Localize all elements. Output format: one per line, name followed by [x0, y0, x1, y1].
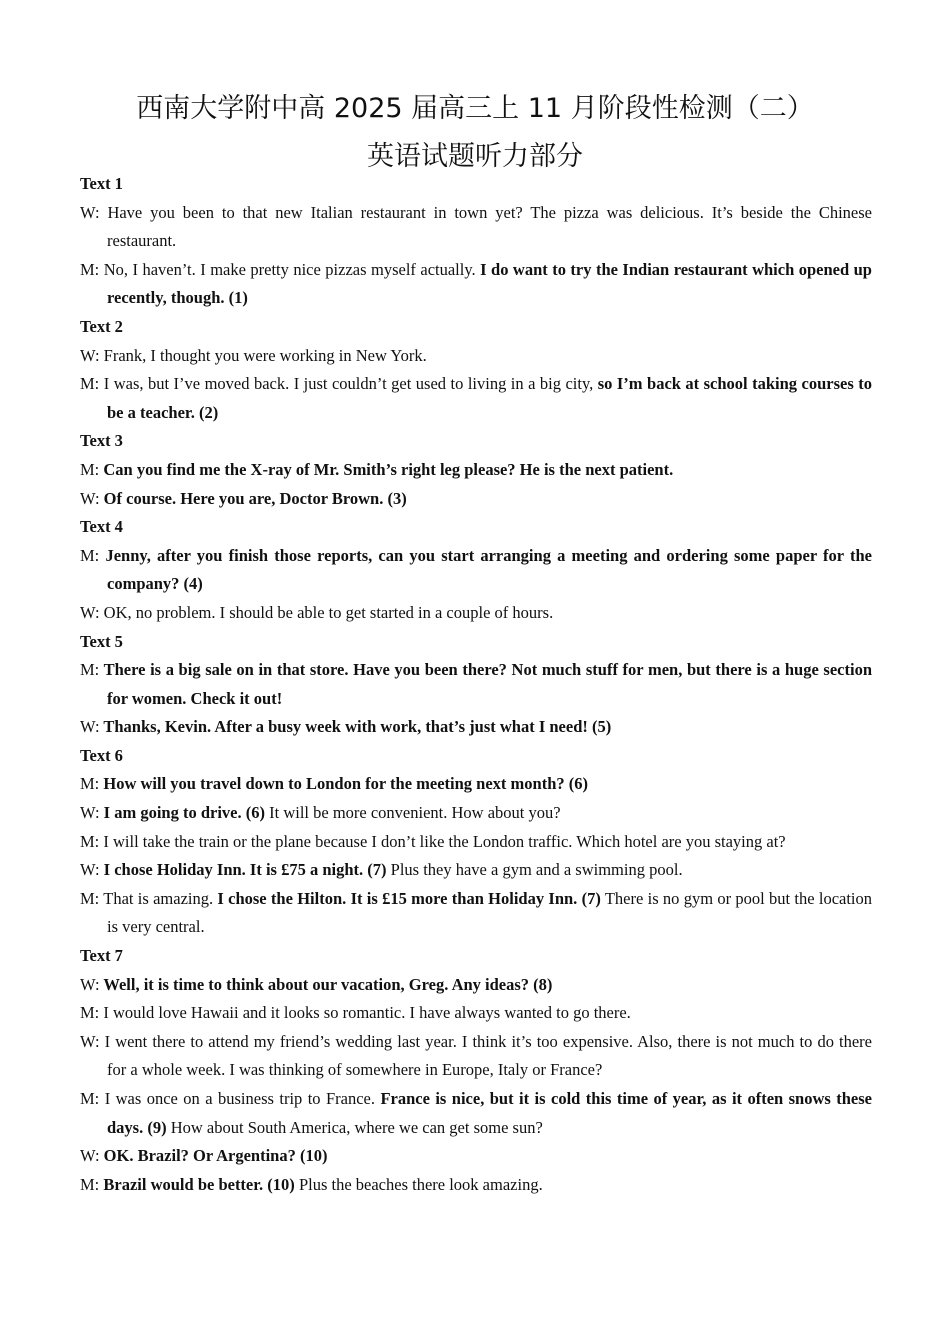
dialogue-line [80, 370, 872, 427]
dialogue-line [80, 713, 872, 742]
transcript-section [80, 427, 872, 513]
section-heading: Text 4 [80, 517, 123, 537]
speaker-label: M: [80, 374, 100, 394]
dialogue-line [80, 1085, 872, 1142]
dialogue-line [80, 770, 872, 799]
transcript-section [80, 313, 872, 427]
speaker-label: W: [80, 860, 100, 880]
answer-key-text: I do want to try the Indian restaurant which opened up recently, though. (1) [107, 259, 872, 308]
dialogue-line [80, 1028, 872, 1085]
dialogue-text: I was, but I’ve moved back. I just couldn’t get used to living in a big city, [99, 374, 598, 394]
dialogue-text: OK, no problem. I should be able to get started in a couple of hours. [99, 602, 554, 622]
speaker-label: M: [80, 459, 100, 479]
answer-key-text: Well, it is time to think about our vacation, Greg. Any ideas? (8) [99, 974, 553, 994]
transcript-section [80, 170, 872, 313]
dialogue-line [80, 856, 872, 885]
section-heading: Text 5 [80, 631, 123, 651]
answer-key-text: so I’m back at school taking courses to be a teacher. (2) [107, 374, 872, 422]
speaker-label: M: [80, 888, 100, 908]
answer-key-text: Brazil would be better. (10) [99, 1174, 295, 1194]
speaker-label: W: [80, 717, 100, 737]
dialogue-text: I was once on a business trip to France. [99, 1089, 381, 1108]
speaker-label: M: [80, 774, 100, 794]
transcript-section [80, 742, 872, 942]
section-heading: Text 7 [80, 946, 123, 966]
speaker-label: M: [80, 660, 100, 680]
dialogue-text: I would love Hawaii and it looks so romantic. I have always wanted to go there. [99, 1003, 631, 1023]
dialogue-line [80, 656, 872, 713]
answer-key-text: OK. Brazil? Or Argentina? (10) [99, 1146, 328, 1166]
dialogue-text: That is amazing. [99, 888, 218, 908]
section-heading: Text 1 [80, 174, 123, 193]
dialogue-line [80, 799, 872, 828]
dialogue-line [80, 1142, 872, 1171]
transcript-section [80, 513, 872, 627]
section-heading: Text 2 [80, 316, 123, 336]
section-heading: Text 6 [80, 745, 123, 765]
speaker-label: W: [80, 1031, 100, 1051]
dialogue-text: Frank, I thought you were working in New York. [99, 345, 427, 365]
dialogue-text: There is no gym or pool but the location is very central. [107, 888, 873, 937]
answer-key-text: Can you find me the X-ray of Mr. Smith’s right leg please? He is the next patient. [99, 459, 674, 479]
speaker-label: M: [80, 831, 100, 851]
dialogue-text: It will be more convenient. How about you? [265, 803, 561, 823]
speaker-label: M: [80, 259, 100, 279]
speaker-label: W: [80, 488, 100, 508]
transcript-section [80, 628, 872, 742]
dialogue-line [80, 256, 872, 313]
speaker-label: M: [80, 1089, 100, 1108]
dialogue-text: I will take the train or the plane because I don’t like the London traffic. Which hotel are you staying at? [99, 831, 786, 851]
title-line-1: 西南大学附中高 2025 届高三上 11 月阶段性检测（二） [136, 93, 814, 124]
answer-key-text: I chose Holiday Inn. It is £75 a night. (7) [99, 860, 387, 880]
dialogue-line [80, 599, 872, 628]
speaker-label: W: [80, 345, 100, 365]
dialogue-line [80, 342, 872, 371]
speaker-label: W: [80, 803, 100, 823]
dialogue-line [80, 885, 872, 942]
speaker-label: M: [80, 1174, 100, 1194]
dialogue-line [80, 199, 872, 256]
title-line-2: 英语试题听力部分 [367, 141, 583, 172]
dialogue-text: No, I haven’t. I make pretty nice pizzas myself actually. [99, 259, 481, 279]
dialogue-line [80, 542, 872, 599]
answer-key-text: Thanks, Kevin. After a busy week with work, that’s just what I need! (5) [99, 717, 612, 737]
answer-key-text: France is nice, but it is cold this time of year, as it often snows these days. (9) [107, 1089, 872, 1137]
answer-key-text: How will you travel down to London for the meeting next month? (6) [99, 774, 588, 794]
speaker-label: W: [80, 602, 100, 622]
dialogue-line [80, 999, 872, 1028]
transcript-body [80, 170, 872, 1199]
answer-key-text: Of course. Here you are, Doctor Brown. (3) [99, 488, 407, 508]
dialogue-text: Have you been to that new Italian restaurant in town yet? The pizza was delicious. It’s beside the Chinese restaurant. [99, 202, 872, 251]
dialogue-line [80, 971, 872, 1000]
dialogue-line [80, 485, 872, 514]
speaker-label: M: [80, 1003, 100, 1023]
section-heading: Text 3 [80, 431, 123, 451]
answer-key-text: I chose the Hilton. It is £15 more than Holiday Inn. (7) [217, 888, 601, 908]
answer-key-text: There is a big sale on in that store. Have you been there? Not much stuff for men, but there is a huge section for women. Check it out! [99, 660, 872, 708]
transcript-section [80, 942, 872, 1199]
speaker-label: W: [80, 974, 100, 994]
speaker-label: W: [80, 1146, 100, 1166]
dialogue-text: Plus they have a gym and a swimming pool. [386, 860, 683, 880]
dialogue-line [80, 1171, 872, 1200]
dialogue-line [80, 828, 872, 857]
answer-key-text: I am going to drive. (6) [99, 803, 265, 823]
answer-key-text: Jenny, after you finish those reports, can you start arranging a meeting and ordering some paper for the company? (4) [99, 545, 872, 594]
dialogue-text: Plus the beaches there look amazing. [294, 1174, 543, 1194]
speaker-label: W: [80, 202, 100, 222]
dialogue-text: I went there to attend my friend’s wedding last year. I think it’s too expensive. Also, there is not much to do there for a whole week. I was thinking of somewhere in Europe, Italy or France? [99, 1031, 872, 1080]
dialogue-line [80, 456, 872, 485]
speaker-label: M: [80, 545, 100, 565]
dialogue-text: How about South America, where we can get some sun? [166, 1117, 543, 1137]
